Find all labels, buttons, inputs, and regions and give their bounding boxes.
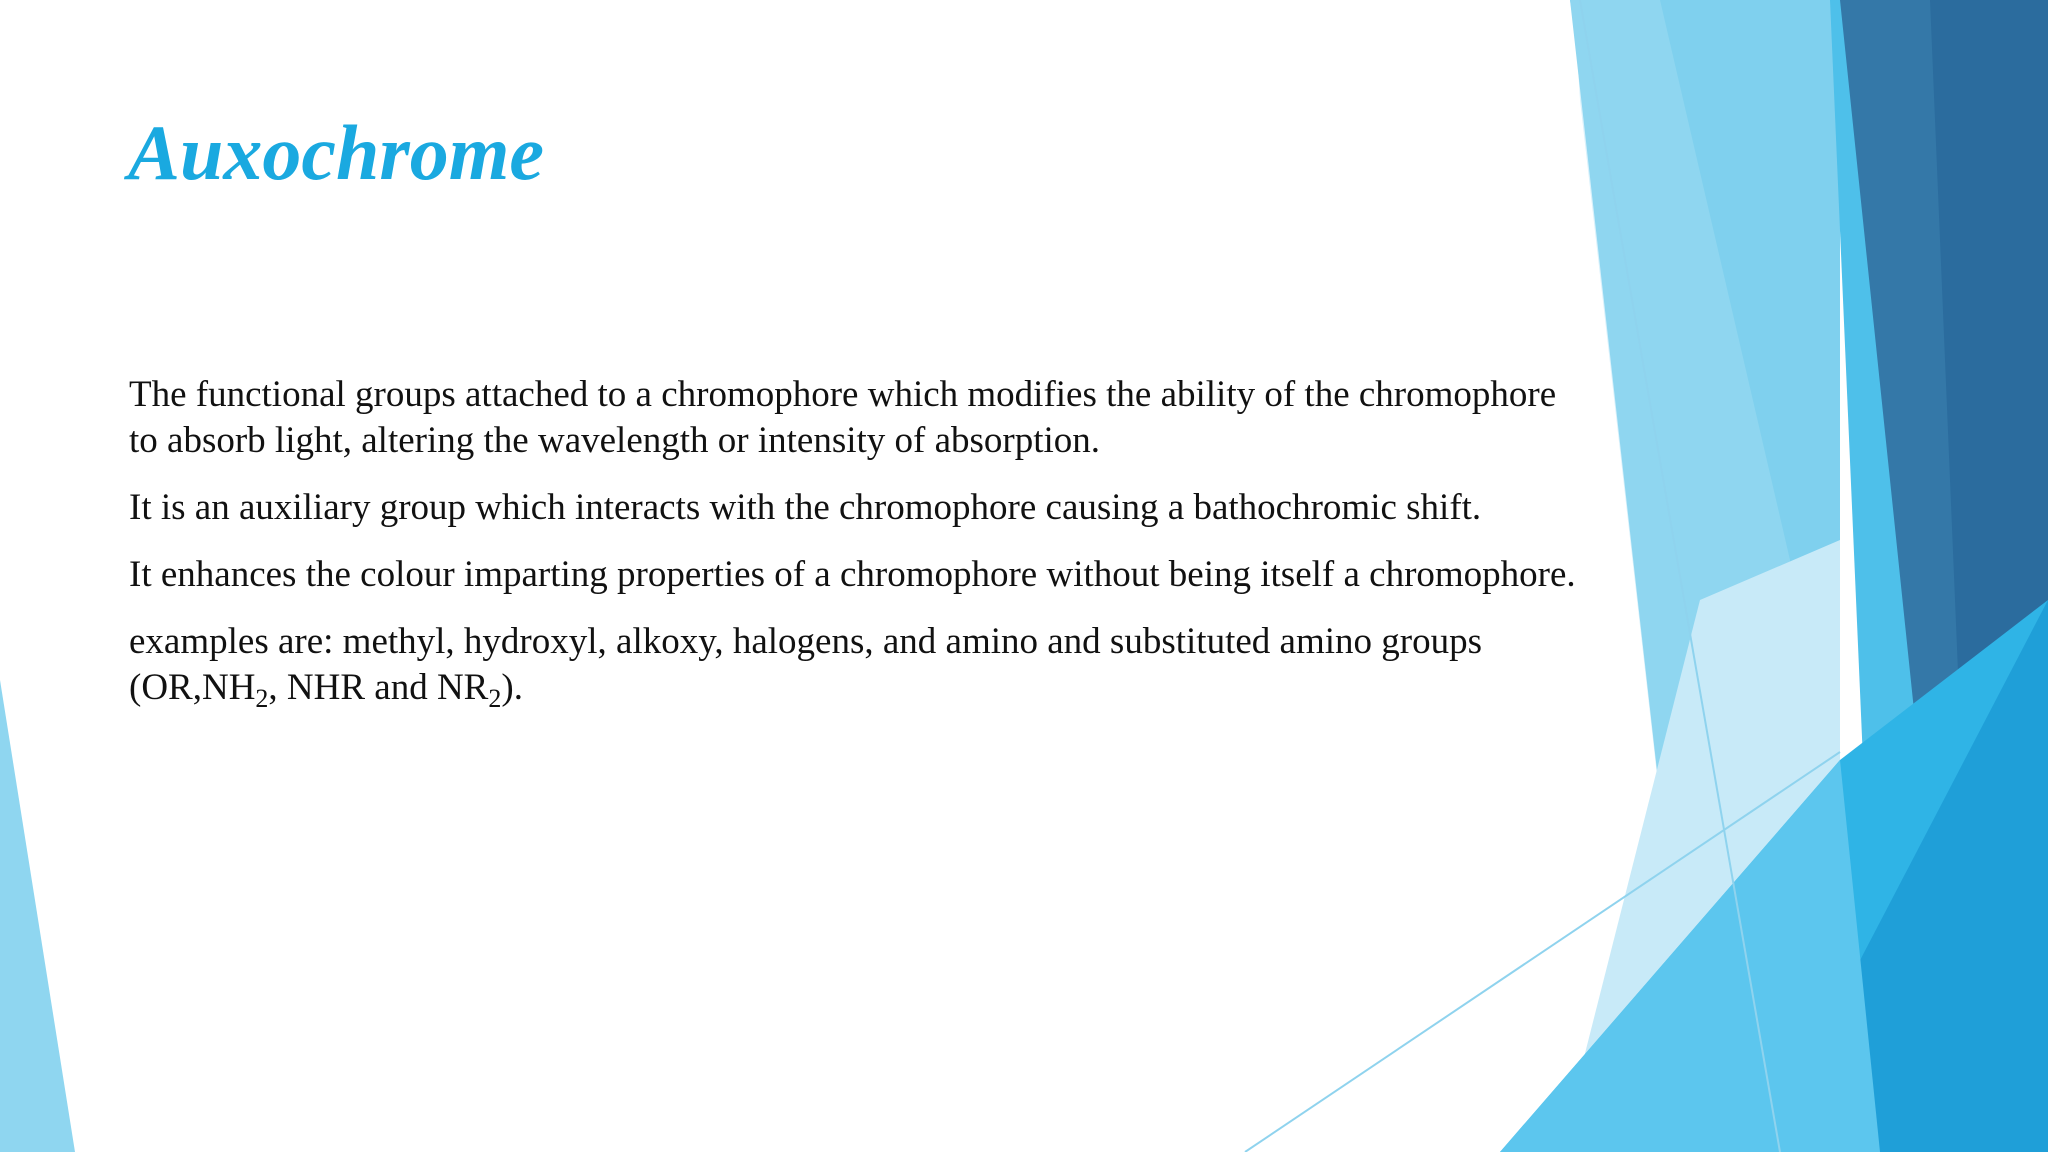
- facet-left-sliver: [0, 680, 75, 1152]
- paragraph-definition: The functional groups attached to a chromophore which modifies the ability of the chromophore to absorb light, altering the wavelength or intensity of absorption.: [129, 374, 1557, 461]
- paragraph-examples: [129, 619, 1579, 711]
- subscript-nr2: 2: [488, 684, 502, 713]
- examples-tail-text: ).: [501, 667, 523, 708]
- slide-title: Auxochrome: [128, 109, 545, 196]
- paragraph-colour-properties: It enhances the colour imparting properties of a chromophore without being itself a chromophore.: [129, 554, 1576, 595]
- examples-mid-text: , NHR and NR: [268, 667, 489, 708]
- subscript-nh2: 2: [255, 684, 269, 713]
- examples-lead-text: examples are: methyl, hydroxyl, alkoxy, halogens, and amino and substituted amino groups (OR,NH: [129, 621, 1482, 708]
- slide-body: [129, 372, 1579, 732]
- paragraph-auxiliary-group: It is an auxiliary group which interacts with the chromophore causing a bathochromic shift.: [129, 487, 1482, 528]
